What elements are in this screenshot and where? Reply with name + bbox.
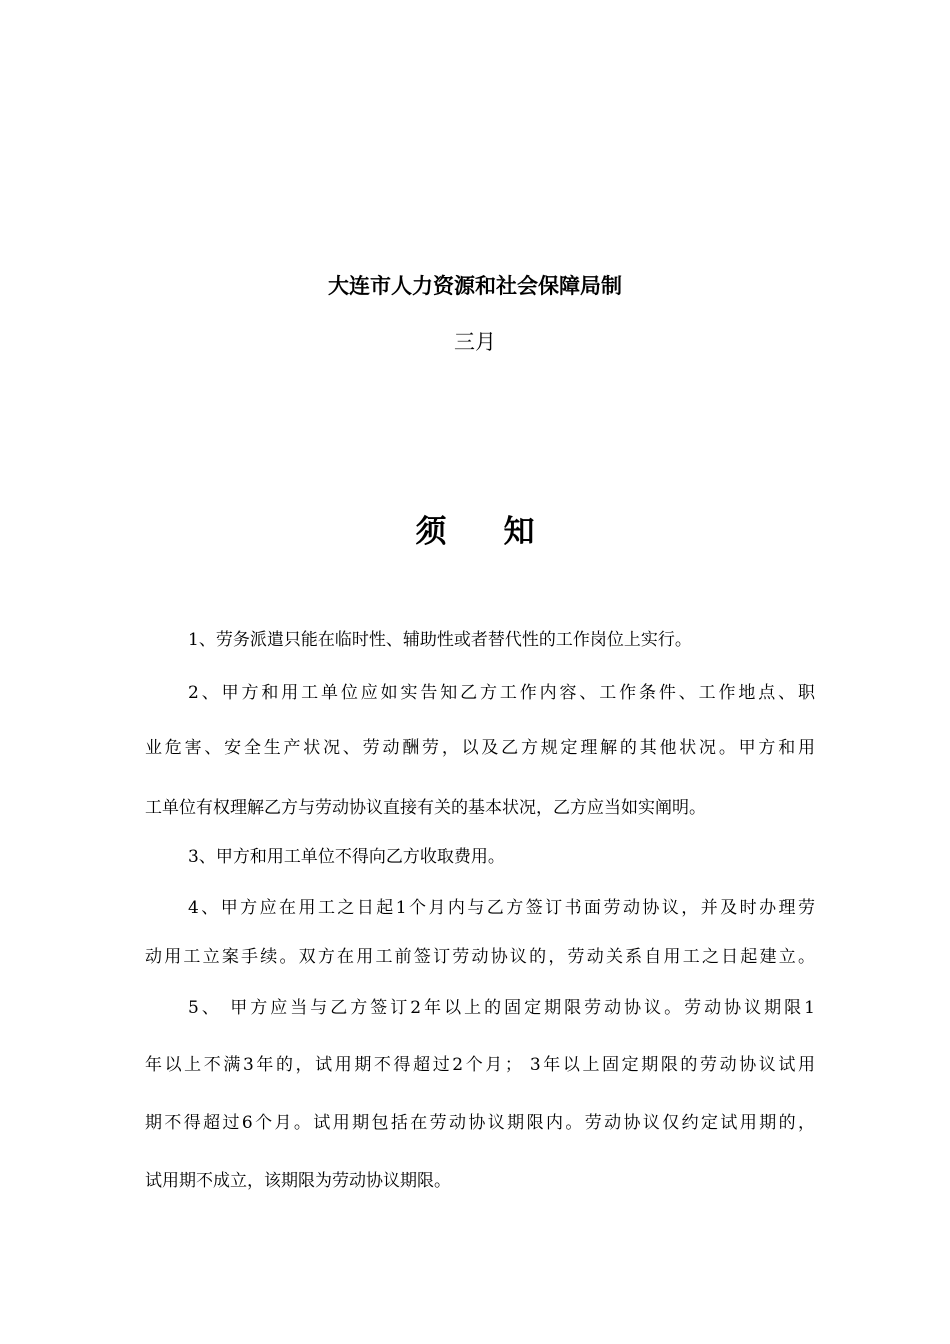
notice-item-5-line-4: 试用期不成立，该期限为劳动协议期限。 — [145, 1171, 451, 1191]
notice-item-3: 3、甲方和用工单位不得向乙方收取费用。 — [188, 847, 505, 867]
notice-item-5-line-2: 年以上不满3年的，试用期不得超过2个月； 3年以上固定期限的劳动协议试用 — [145, 1055, 815, 1075]
notice-item-2-line-2: 业危害、安全生产状况、劳动酬劳，以及乙方规定理解的其他状况。甲方和用 — [145, 738, 815, 758]
notice-item-5-line-3: 期不得超过6个月。试用期包括在劳动协议期限内。劳动协议仅约定试用期的， — [145, 1113, 815, 1133]
notice-item-2-line-1: 2、甲方和用工单位应如实告知乙方工作内容、工作条件、工作地点、职 — [188, 683, 815, 703]
notice-item-1: 1、劳务派遣只能在临时性、辅助性或者替代性的工作岗位上实行。 — [188, 630, 692, 650]
notice-item-4-line-1: 4、甲方应在用工之日起1个月内与乙方签订书面劳动协议，并及时办理劳 — [188, 898, 815, 918]
notice-item-2-line-3: 工单位有权理解乙方与劳动协议直接有关的基本状况，乙方应当如实阐明。 — [145, 798, 706, 818]
notice-item-5-line-1: 5、 甲方应当与乙方签订2年以上的固定期限劳动协议。劳动协议期限1 — [188, 998, 815, 1018]
notice-item-4-line-2: 动用工立案手续。双方在用工前签订劳动协议的，劳动关系自用工之日起建立。 — [145, 947, 815, 967]
notice-heading: 须知 — [415, 514, 592, 550]
issuing-organization: 大连市人力资源和社会保障局制 — [328, 274, 622, 298]
issue-month: 三月 — [454, 330, 496, 354]
